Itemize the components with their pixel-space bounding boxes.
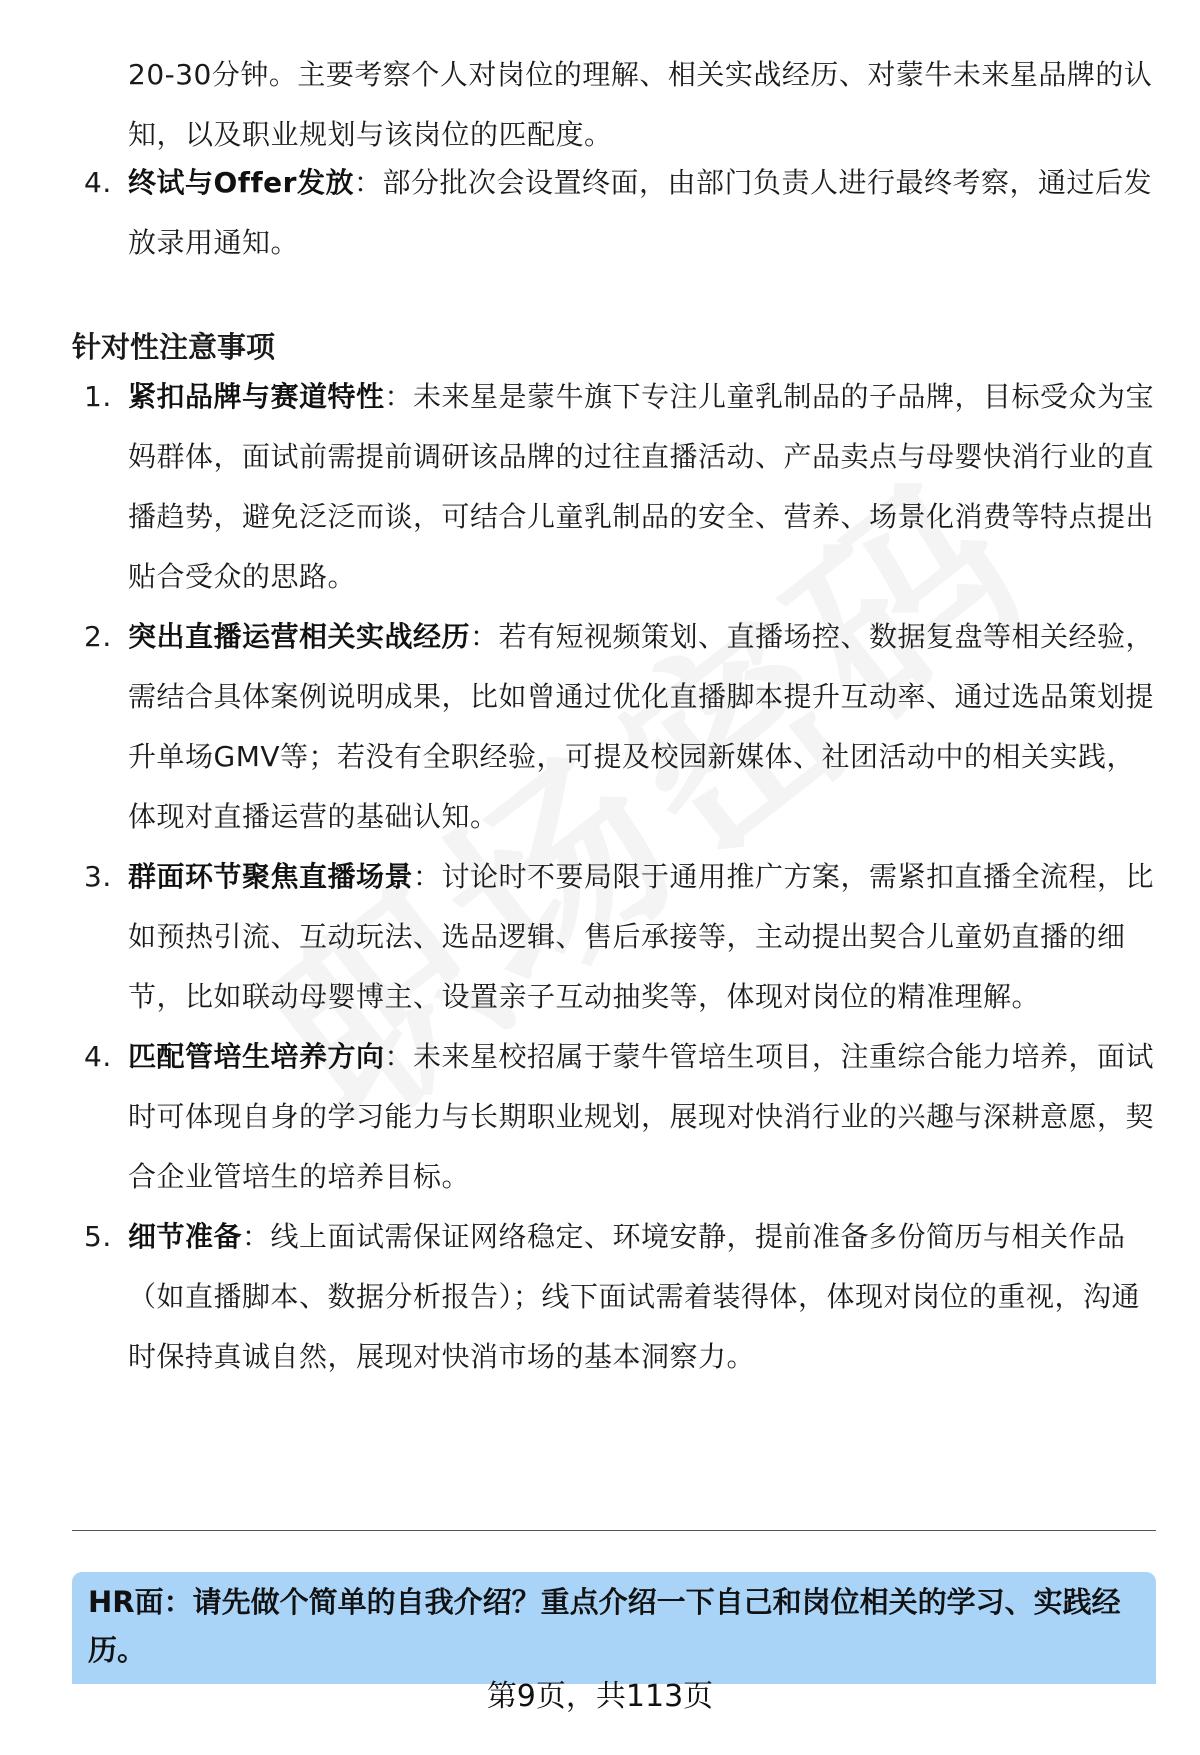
divider — [72, 1530, 1156, 1531]
list-item-separator: ： — [384, 1040, 414, 1073]
list-item-number: 4. — [84, 166, 112, 199]
list-item-separator: ： — [413, 860, 442, 893]
list-item-title: 群面环节聚焦直播场景 — [128, 860, 414, 893]
section-heading: 针对性注意事项 — [72, 330, 276, 364]
list-item — [72, 847, 1158, 1027]
list-item-separator: ： — [353, 166, 383, 199]
list-item-text: 部分批次会设置终面，由部门负责人进行最终考察，通过后发放录用通知。 — [128, 166, 1152, 259]
page-number: 第9页，共113页 — [486, 1679, 714, 1714]
list-item-separator: ： — [470, 620, 499, 653]
intro-continuation: 20-30分钟。主要考察个人对岗位的理解、相关实战经历、对蒙牛未来星品牌的认知，以及职业规划与该岗位的匹配度。 — [128, 58, 1153, 151]
list-item-number: 2. — [84, 620, 112, 653]
list-item-title: 终试与Offer发放 — [128, 166, 354, 199]
list-item-separator: ： — [242, 1220, 271, 1253]
list-item-title: 细节准备 — [128, 1220, 243, 1253]
question-box — [72, 1572, 1156, 1684]
list-item-title: 匹配管培生培养方向 — [128, 1040, 385, 1073]
list-item-text: 未来星校招属于蒙牛管培生项目，注重综合能力培养，面试时可体现自身的学习能力与长期职业规划，展现对快消行业的兴趣与深耕意愿，契合企业管培生的培养目标。 — [128, 1040, 1155, 1193]
list-item-text: 线上面试需保证网络稳定、环境安静，提前准备多份简历与相关作品（如直播脚本、数据分析报告）；线下面试需着装得体，体现对岗位的重视，沟通时保持真诚自然，展现对快消市场的基本洞察力。 — [128, 1220, 1141, 1373]
list-item — [72, 367, 1158, 607]
list-item-number: 1. — [84, 380, 112, 413]
list-item-text: 若有短视频策划、直播场控、数据复盘等相关经验，需结合具体案例说明成果，比如曾通过优化直播脚本提升互动率、通过选品策划提升单场GMV等；若没有全职经验，可提及校园新媒体、社团活动中的相关实践，体现对直播运营的基础认知。 — [128, 620, 1155, 833]
list-item — [72, 1207, 1158, 1387]
list-item-title: 紧扣品牌与赛道特性 — [128, 380, 385, 413]
notes-list — [72, 367, 1158, 1387]
list-item-text: 未来星是蒙牛旗下专注儿童乳制品的子品牌，目标受众为宝妈群体，面试前需提前调研该品牌的过往直播活动、产品卖点与母婴快消行业的直播趋势，避免泛泛而谈，可结合儿童乳制品的安全、营养、场景化消费等特点提出贴合受众的思路。 — [128, 380, 1155, 593]
list-item-number: 4. — [84, 1040, 112, 1073]
list-item-text: 讨论时不要局限于通用推广方案，需紧扣直播全流程，比如预热引流、互动玩法、选品逻辑、售后承接等，主动提出契合儿童奶直播的细节，比如联动母婴博主、设置亲子互动抽奖等，体现对岗位的精准理解。 — [128, 860, 1155, 1013]
list-item-number: 3. — [84, 860, 112, 893]
list-item-title: 突出直播运营相关实战经历 — [128, 620, 471, 653]
question-text: HR面：请先做个简单的自我介绍？重点介绍一下自己和岗位相关的学习、实践经历。 — [88, 1585, 1121, 1667]
list-item — [72, 607, 1158, 847]
list-item-separator: ： — [384, 380, 414, 413]
process-list — [72, 153, 1158, 273]
list-item — [72, 1027, 1158, 1207]
list-item-number: 5. — [84, 1220, 112, 1253]
list-item — [72, 153, 1158, 273]
